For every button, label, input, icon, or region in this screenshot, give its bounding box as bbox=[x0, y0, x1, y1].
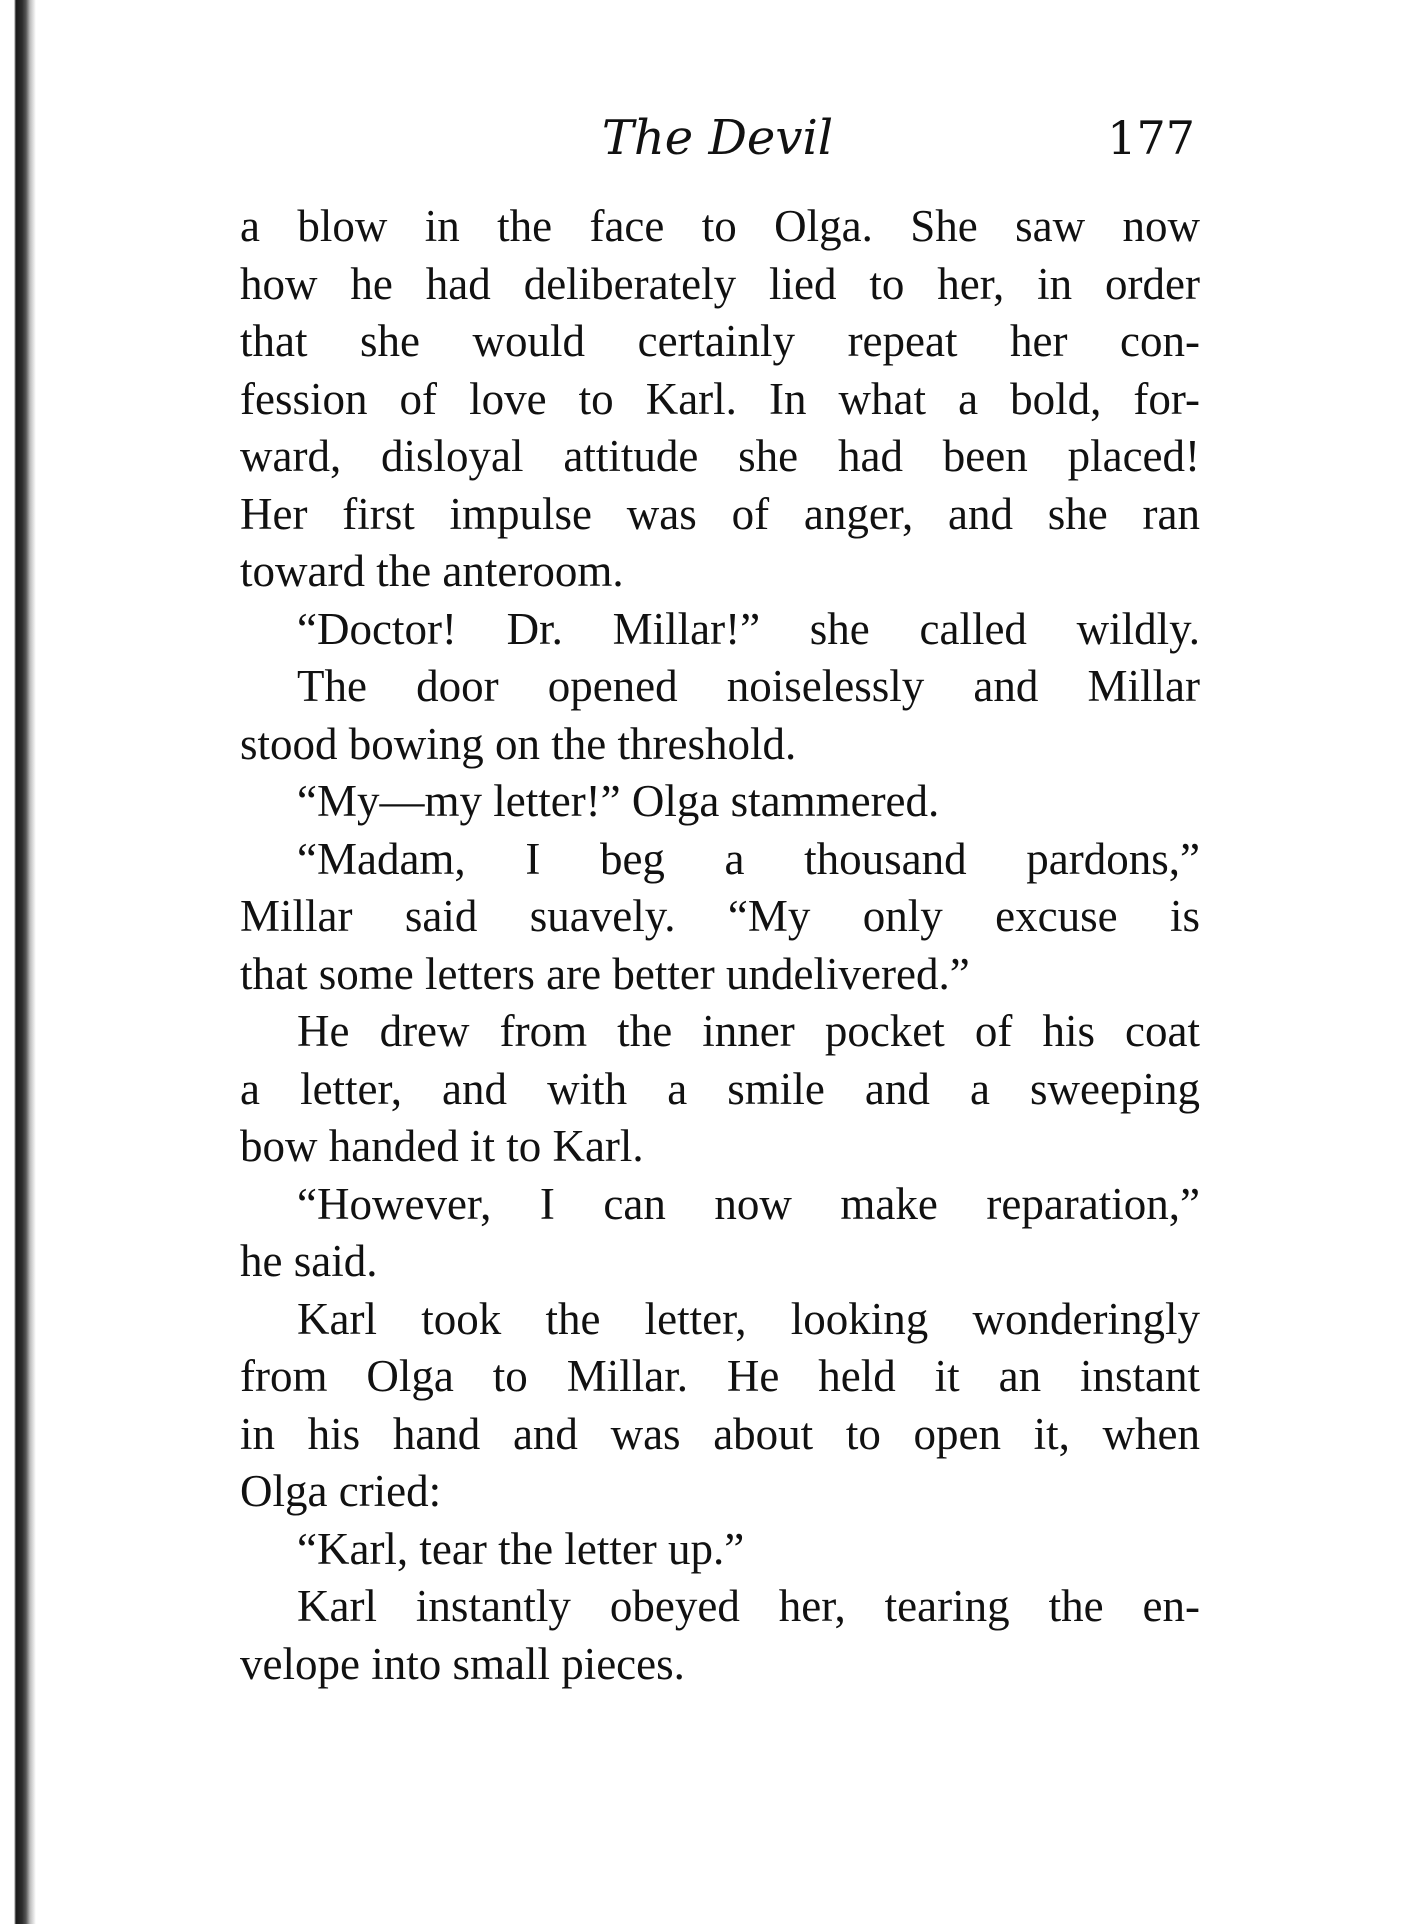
text-line: he said. bbox=[240, 1236, 378, 1286]
text-line: Karl instantly obeyed her, tearing the en- bbox=[297, 1581, 1200, 1631]
text-line: fession of love to Karl. In what a bold, for- bbox=[240, 373, 1200, 424]
text-line: “However, I can now make reparation,” bbox=[297, 1178, 1200, 1229]
text-line: bow handed it to Karl. bbox=[240, 1121, 644, 1171]
page-gutter-shadow bbox=[0, 0, 38, 1924]
text-line: Her first impulse was of anger, and she ran bbox=[240, 488, 1200, 539]
text-line: Karl took the letter, looking wonderingly bbox=[297, 1293, 1200, 1344]
text-line: a blow in the face to Olga. She saw now bbox=[240, 201, 1200, 251]
text-line: The door opened noiselessly and Millar bbox=[297, 661, 1200, 711]
text-line: Olga cried: bbox=[240, 1466, 442, 1516]
text-line: that she would certainly repeat her con- bbox=[240, 316, 1200, 366]
text-line: toward the anteroom. bbox=[240, 546, 624, 596]
text-line: “Doctor! Dr. Millar!” she called wildly. bbox=[297, 603, 1200, 654]
text-line: stood bowing on the threshold. bbox=[240, 718, 797, 769]
text-line: Millar said suavely. “My only excuse is bbox=[240, 891, 1200, 941]
text-line: “Madam, I beg a thousand pardons,” bbox=[297, 833, 1200, 884]
text-line: “My—my letter!” Olga stammered. bbox=[297, 776, 940, 826]
running-header bbox=[240, 108, 1195, 178]
body-text bbox=[240, 198, 1200, 1693]
text-line: He drew from the inner pocket of his coat bbox=[297, 1006, 1200, 1056]
text-line: in his hand and was about to open it, when bbox=[240, 1408, 1200, 1459]
text-line: velope into small pieces. bbox=[240, 1638, 685, 1689]
page-number: 177 bbox=[1107, 111, 1195, 165]
text-line: “Karl, tear the letter up.” bbox=[297, 1523, 745, 1574]
text-line: that some letters are better undelivered.” bbox=[240, 948, 970, 999]
text-line: from Olga to Millar. He held it an instant bbox=[240, 1351, 1200, 1401]
text-line: ward, disloyal attitude she had been placed! bbox=[240, 431, 1200, 481]
text-line: how he had deliberately lied to her, in order bbox=[240, 258, 1200, 309]
text-line: a letter, and with a smile and a sweeping bbox=[240, 1063, 1200, 1114]
running-title: The Devil bbox=[601, 110, 834, 166]
